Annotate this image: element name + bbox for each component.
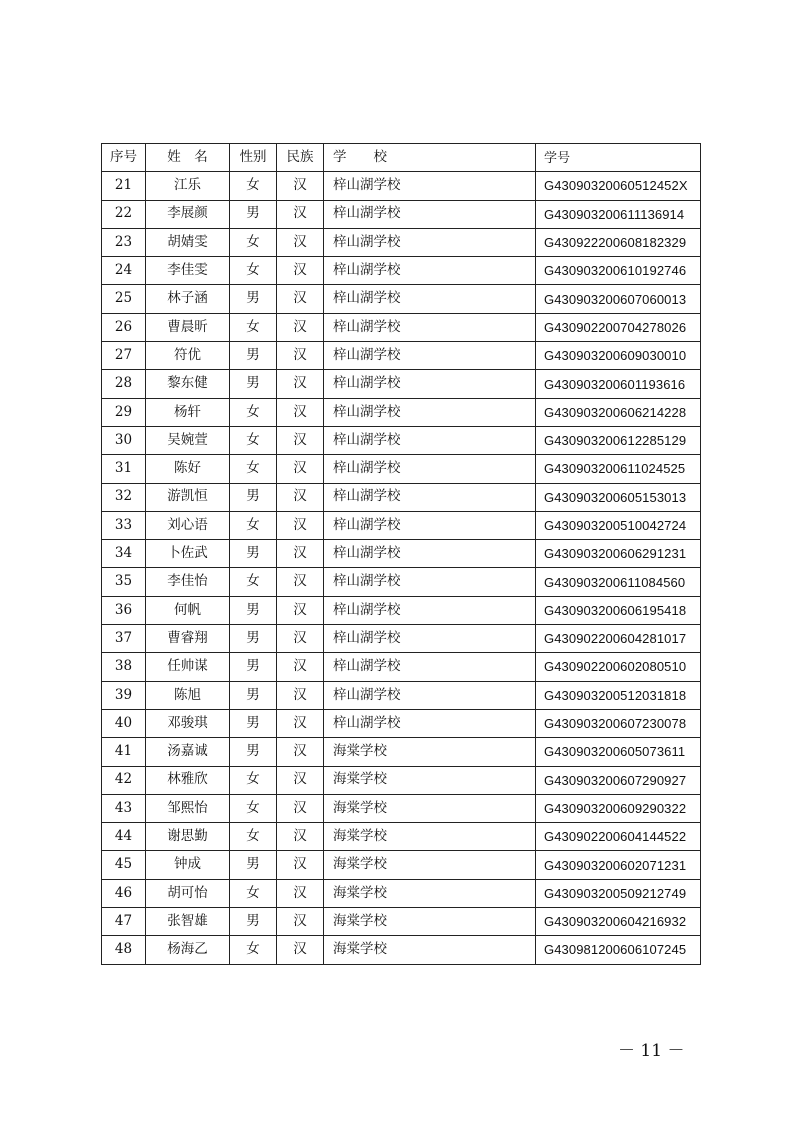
cell-sex: 女: [230, 511, 277, 539]
cell-sex: 女: [230, 257, 277, 285]
table-row: [102, 483, 701, 511]
cell-sex: 女: [230, 455, 277, 483]
cell-sex: 女: [230, 398, 277, 426]
cell-name: 杨海乙: [146, 936, 230, 964]
cell-student-id: G430903200606214228: [536, 398, 701, 426]
cell-ethnicity: 汉: [277, 823, 324, 851]
cell-student-id: G430903200602071231: [536, 851, 701, 879]
table-row: [102, 398, 701, 426]
table-row: [102, 738, 701, 766]
cell-student-id: G430922200608182329: [536, 228, 701, 256]
cell-sex: 男: [230, 709, 277, 737]
cell-sex: 男: [230, 370, 277, 398]
cell-ethnicity: 汉: [277, 285, 324, 313]
header-student-id: 学号: [536, 144, 701, 172]
page-number: － 11 －: [618, 1041, 685, 1061]
cell-sex: 女: [230, 313, 277, 341]
cell-student-id: G430903200606291231: [536, 540, 701, 568]
cell-student-id: G430902200604144522: [536, 823, 701, 851]
table-row: [102, 370, 701, 398]
cell-ethnicity: 汉: [277, 313, 324, 341]
table-row: [102, 511, 701, 539]
cell-school: 梓山湖学校: [324, 568, 536, 596]
header-school: 学 校: [324, 144, 536, 172]
cell-school: 梓山湖学校: [324, 285, 536, 313]
cell-name: 卜佐武: [146, 540, 230, 568]
cell-serial-number: 33: [102, 511, 146, 539]
cell-sex: 男: [230, 851, 277, 879]
cell-serial-number: 30: [102, 426, 146, 454]
table-row: [102, 568, 701, 596]
cell-name: 符优: [146, 342, 230, 370]
cell-serial-number: 25: [102, 285, 146, 313]
cell-ethnicity: 汉: [277, 681, 324, 709]
cell-student-id: G430903200611024525: [536, 455, 701, 483]
cell-sex: 男: [230, 908, 277, 936]
cell-ethnicity: 汉: [277, 455, 324, 483]
cell-school: 海棠学校: [324, 766, 536, 794]
cell-ethnicity: 汉: [277, 511, 324, 539]
cell-name: 胡婧雯: [146, 228, 230, 256]
table-row: [102, 540, 701, 568]
cell-serial-number: 23: [102, 228, 146, 256]
cell-ethnicity: 汉: [277, 596, 324, 624]
table-row: [102, 794, 701, 822]
cell-student-id: G430903200605153013: [536, 483, 701, 511]
cell-sex: 男: [230, 342, 277, 370]
cell-ethnicity: 汉: [277, 738, 324, 766]
cell-serial-number: 45: [102, 851, 146, 879]
cell-school: 梓山湖学校: [324, 398, 536, 426]
cell-school: 海棠学校: [324, 879, 536, 907]
cell-sex: 女: [230, 172, 277, 200]
cell-student-id: G430902200604281017: [536, 625, 701, 653]
cell-student-id: G430903200610192746: [536, 257, 701, 285]
cell-sex: 女: [230, 936, 277, 964]
cell-name: 李展颜: [146, 200, 230, 228]
cell-sex: 男: [230, 738, 277, 766]
cell-student-id: G430903200510042724: [536, 511, 701, 539]
cell-ethnicity: 汉: [277, 851, 324, 879]
cell-sex: 女: [230, 823, 277, 851]
cell-serial-number: 47: [102, 908, 146, 936]
cell-name: 谢思勤: [146, 823, 230, 851]
cell-serial-number: 35: [102, 568, 146, 596]
header-serial-number: 序号: [102, 144, 146, 172]
cell-sex: 男: [230, 540, 277, 568]
cell-serial-number: 36: [102, 596, 146, 624]
cell-school: 海棠学校: [324, 851, 536, 879]
cell-student-id: G430903200604216932: [536, 908, 701, 936]
cell-ethnicity: 汉: [277, 200, 324, 228]
header-ethnicity: 民族: [277, 144, 324, 172]
cell-student-id: G430902200704278026: [536, 313, 701, 341]
table-body: [102, 172, 701, 964]
table-header-row: [102, 144, 701, 172]
cell-school: 梓山湖学校: [324, 426, 536, 454]
cell-ethnicity: 汉: [277, 426, 324, 454]
cell-sex: 男: [230, 625, 277, 653]
cell-school: 梓山湖学校: [324, 370, 536, 398]
cell-school: 梓山湖学校: [324, 625, 536, 653]
cell-serial-number: 43: [102, 794, 146, 822]
cell-name: 杨轩: [146, 398, 230, 426]
table-row: [102, 766, 701, 794]
cell-ethnicity: 汉: [277, 342, 324, 370]
cell-school: 梓山湖学校: [324, 313, 536, 341]
cell-student-id: G430903200607290927: [536, 766, 701, 794]
header-sex: 性别: [230, 144, 277, 172]
cell-school: 海棠学校: [324, 908, 536, 936]
cell-serial-number: 38: [102, 653, 146, 681]
cell-sex: 男: [230, 285, 277, 313]
cell-school: 梓山湖学校: [324, 681, 536, 709]
cell-sex: 男: [230, 596, 277, 624]
cell-name: 任帅谋: [146, 653, 230, 681]
cell-student-id: G430903200606195418: [536, 596, 701, 624]
cell-student-id: G430903200607230078: [536, 709, 701, 737]
cell-ethnicity: 汉: [277, 794, 324, 822]
table-row: [102, 625, 701, 653]
cell-name: 汤嘉诚: [146, 738, 230, 766]
cell-serial-number: 46: [102, 879, 146, 907]
cell-serial-number: 37: [102, 625, 146, 653]
cell-student-id: G430903200612285129: [536, 426, 701, 454]
cell-ethnicity: 汉: [277, 908, 324, 936]
table-row: [102, 653, 701, 681]
cell-name: 曹晨昕: [146, 313, 230, 341]
cell-sex: 女: [230, 766, 277, 794]
cell-student-id: G430903200611136914: [536, 200, 701, 228]
cell-name: 陈好: [146, 455, 230, 483]
cell-serial-number: 48: [102, 936, 146, 964]
cell-serial-number: 29: [102, 398, 146, 426]
table-row: [102, 879, 701, 907]
cell-name: 陈旭: [146, 681, 230, 709]
cell-name: 何帆: [146, 596, 230, 624]
student-roster-table: [101, 143, 701, 965]
cell-sex: 女: [230, 794, 277, 822]
cell-ethnicity: 汉: [277, 172, 324, 200]
cell-ethnicity: 汉: [277, 709, 324, 737]
cell-name: 张智雄: [146, 908, 230, 936]
cell-name: 黎东健: [146, 370, 230, 398]
cell-student-id: G430981200606107245: [536, 936, 701, 964]
table-row: [102, 851, 701, 879]
cell-serial-number: 39: [102, 681, 146, 709]
cell-school: 梓山湖学校: [324, 540, 536, 568]
table-row: [102, 681, 701, 709]
header-name: 姓 名: [146, 144, 230, 172]
cell-name: 吴婉萱: [146, 426, 230, 454]
table-row: [102, 709, 701, 737]
cell-name: 刘心语: [146, 511, 230, 539]
cell-school: 海棠学校: [324, 794, 536, 822]
cell-serial-number: 31: [102, 455, 146, 483]
table-row: [102, 200, 701, 228]
table-row: [102, 342, 701, 370]
cell-school: 梓山湖学校: [324, 172, 536, 200]
cell-serial-number: 26: [102, 313, 146, 341]
cell-ethnicity: 汉: [277, 568, 324, 596]
cell-name: 邹熙怡: [146, 794, 230, 822]
cell-sex: 女: [230, 228, 277, 256]
cell-student-id: G430903200609030010: [536, 342, 701, 370]
cell-ethnicity: 汉: [277, 766, 324, 794]
cell-student-id: G430903200607060013: [536, 285, 701, 313]
table-row: [102, 455, 701, 483]
cell-sex: 女: [230, 879, 277, 907]
cell-name: 江乐: [146, 172, 230, 200]
table-row: [102, 313, 701, 341]
cell-school: 梓山湖学校: [324, 455, 536, 483]
table-row: [102, 908, 701, 936]
cell-school: 梓山湖学校: [324, 653, 536, 681]
cell-name: 李佳雯: [146, 257, 230, 285]
cell-sex: 女: [230, 568, 277, 596]
cell-student-id: G430903200611084560: [536, 568, 701, 596]
cell-serial-number: 41: [102, 738, 146, 766]
cell-name: 林雅欣: [146, 766, 230, 794]
cell-sex: 男: [230, 681, 277, 709]
cell-serial-number: 28: [102, 370, 146, 398]
table-row: [102, 936, 701, 964]
cell-sex: 男: [230, 653, 277, 681]
cell-ethnicity: 汉: [277, 257, 324, 285]
cell-serial-number: 40: [102, 709, 146, 737]
cell-student-id: G430903200512031818: [536, 681, 701, 709]
cell-school: 梓山湖学校: [324, 511, 536, 539]
cell-ethnicity: 汉: [277, 625, 324, 653]
cell-school: 梓山湖学校: [324, 596, 536, 624]
table-row: [102, 228, 701, 256]
cell-school: 海棠学校: [324, 738, 536, 766]
cell-school: 梓山湖学校: [324, 483, 536, 511]
table-row: [102, 285, 701, 313]
cell-student-id: G430903200609290322: [536, 794, 701, 822]
cell-school: 梓山湖学校: [324, 228, 536, 256]
cell-ethnicity: 汉: [277, 398, 324, 426]
cell-serial-number: 32: [102, 483, 146, 511]
table-row: [102, 257, 701, 285]
cell-name: 胡可怡: [146, 879, 230, 907]
cell-student-id: G430903200509212749: [536, 879, 701, 907]
cell-school: 海棠学校: [324, 936, 536, 964]
cell-ethnicity: 汉: [277, 879, 324, 907]
cell-name: 邓骏琪: [146, 709, 230, 737]
cell-name: 曹睿翔: [146, 625, 230, 653]
cell-serial-number: 24: [102, 257, 146, 285]
cell-school: 梓山湖学校: [324, 257, 536, 285]
cell-name: 游凯恒: [146, 483, 230, 511]
cell-school: 海棠学校: [324, 823, 536, 851]
cell-ethnicity: 汉: [277, 653, 324, 681]
cell-school: 梓山湖学校: [324, 342, 536, 370]
cell-serial-number: 34: [102, 540, 146, 568]
cell-ethnicity: 汉: [277, 370, 324, 398]
table-row: [102, 823, 701, 851]
table-row: [102, 172, 701, 200]
cell-serial-number: 42: [102, 766, 146, 794]
cell-serial-number: 22: [102, 200, 146, 228]
cell-sex: 男: [230, 200, 277, 228]
cell-serial-number: 21: [102, 172, 146, 200]
cell-ethnicity: 汉: [277, 936, 324, 964]
cell-ethnicity: 汉: [277, 228, 324, 256]
cell-ethnicity: 汉: [277, 540, 324, 568]
cell-student-id: G430903200601193616: [536, 370, 701, 398]
table-row: [102, 596, 701, 624]
cell-student-id: G430903200605073611: [536, 738, 701, 766]
table-row: [102, 426, 701, 454]
cell-ethnicity: 汉: [277, 483, 324, 511]
cell-sex: 男: [230, 483, 277, 511]
cell-serial-number: 27: [102, 342, 146, 370]
cell-name: 林子涵: [146, 285, 230, 313]
cell-school: 梓山湖学校: [324, 200, 536, 228]
cell-student-id: G430902200602080510: [536, 653, 701, 681]
cell-serial-number: 44: [102, 823, 146, 851]
cell-student-id: G43090320060512452X: [536, 172, 701, 200]
cell-name: 李佳怡: [146, 568, 230, 596]
cell-name: 钟成: [146, 851, 230, 879]
cell-sex: 女: [230, 426, 277, 454]
cell-school: 梓山湖学校: [324, 709, 536, 737]
